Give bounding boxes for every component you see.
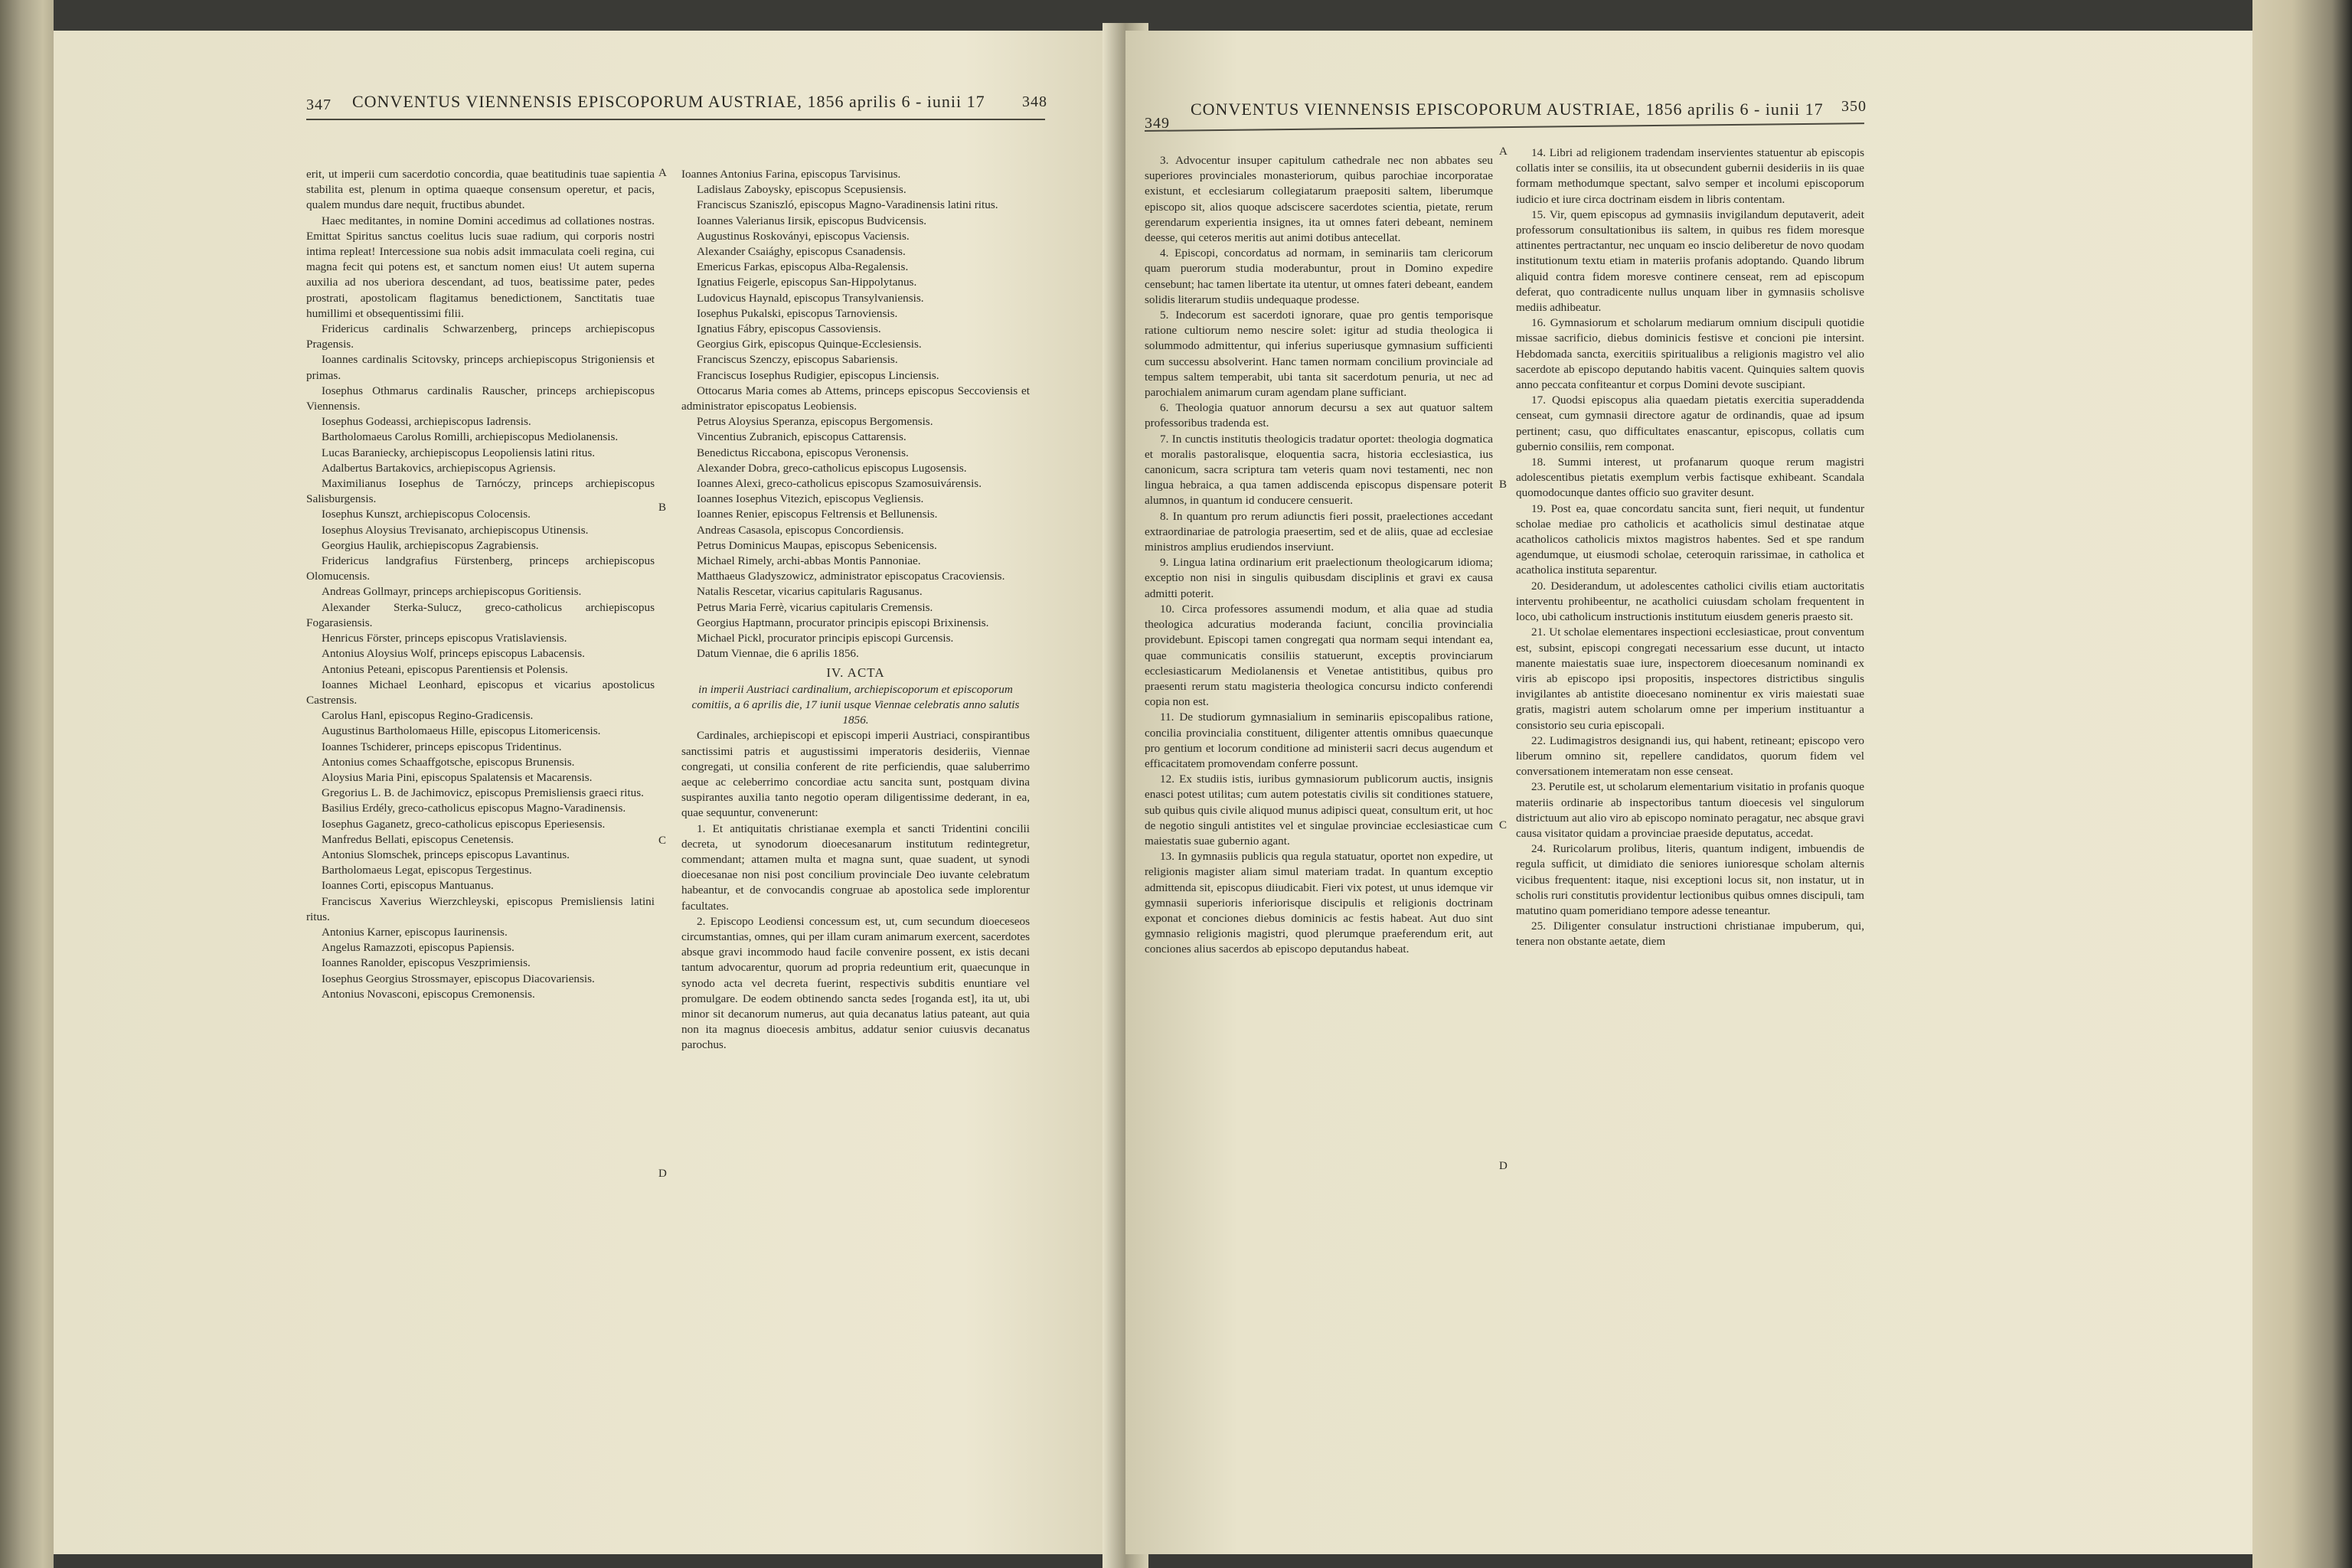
header-rule [1145, 122, 1864, 132]
paragraph: 11. De studiorum gymnasialium in seminariis episcopalibus ratione, concilia provincialia constituent, diligenter attentis omnibus quaecunque pro gentium et locorum conditione ad ministerii sacri decus augendum et efficacitatem promovendam conferre possunt. [1145, 710, 1493, 770]
margin-letter: D [1499, 1160, 1508, 1172]
paragraph: Haec meditantes, in nomine Domini accedimus ad collationes nostras. Emittat Spiritus sanctus coelitus lucis suae radium, qui corporis nostri intima repleat! Intercessione sua nobis adsit immaculata coeli regina, cui magna fecit qui potens est, et sanctum nomen eius! Ut autem superna auxilia ad nos uberiora descendant, ad tuos, beatissime pater, pedes prostrati, apostolicam flagitamus benedictionem, Sanctitatis tuae humillimi et obsequentissimi filii. [306, 214, 655, 320]
paragraph: Henricus Förster, princeps episcopus Vratislaviensis. [322, 632, 567, 645]
right-page-header [1125, 84, 2252, 132]
paragraph: Iosephus Kunszt, archiepiscopus Colocensis. [322, 508, 531, 521]
paragraph: Datum Viennae, die 6 aprilis 1856. [697, 647, 859, 661]
paragraph: Franciscus Xaverius Wierzchleyski, episcopus Premisliensis latini ritus. [306, 894, 655, 923]
margin-letter: B [1499, 479, 1508, 491]
paragraph: Ignatius Fábry, episcopus Cassoviensis. [697, 322, 881, 336]
paragraph: Matthaeus Gladyszowicz, administrator episcopatus Cracoviensis. [697, 570, 1005, 583]
paragraph: 24. Ruricolarum prolibus, literis, quantum indigent, imbuendis de regula sufficit, ut dimidiato die seniores iunioresque scholam alternis vicibus frequentent: itaque, nisi exceptioni locus sit, non instatur, ut in scholis ruri constitutis providentur lectionibus quibus omnes discipuli, tam matutino quam pomeridiano tempore adesse teneantur. [1516, 842, 1864, 917]
page-number: 349 [1145, 115, 1170, 132]
paragraph: Antonius Peteani, episcopus Parentiensis et Polensis. [322, 662, 568, 676]
paragraph: Petrus Maria Ferrè, vicarius capitularis Cremensis. [697, 600, 933, 614]
paragraph: Basilius Erdély, greco-catholicus episcopus Magno-Varadinensis. [322, 802, 626, 815]
paragraph: 13. In gymnasiis publicis qua regula statuatur, oportet non expedire, ut religionis magister aliam simul materiam tradat. In quantum exceptio admittenda sit, episcopus diiudicabit. Fieri vix potest, ut unus idemque vir gymnasii superioris inferiorisque discipulis et religionis doctrinam exponat et conciones diebus dominicis ac festis habeat. Aut duo sint gymnasio religionis magistri, quod plerumque praeferendum erit, aut conciones alius sacerdos ab episcopo deputandus habeat. [1145, 850, 1493, 956]
paragraph: Ioannes Valerianus Iirsik, episcopus Budvicensis. [697, 214, 927, 227]
running-title: CONVENTUS VIENNENSIS EPISCOPORUM AUSTRIAE, 1856 aprilis 6 - iunii 17 [352, 92, 985, 111]
paragraph: 8. In quantum pro rerum adiunctis fieri possit, praelectiones accedant extraordinariae de patrologia praesertim, sed et de aliis, quae ad ecclesiae ministros amplius erudiendos inserviunt. [1145, 509, 1493, 554]
paragraph: Ioannes cardinalis Scitovsky, princeps archiepiscopus Strigoniensis et primas. [306, 353, 655, 382]
book-edge-right [2252, 0, 2352, 1568]
paragraph: 15. Vir, quem episcopus ad gymnasiis invigilandum deputaverit, adeit professorum consultationibus iis saltem, in quibus res fidem moresque attinentes pertractantur, nec unquam eo inscio deliberetur de novo quodam institutionum textu etiam in materiis profanis adoptando. Quando librum aliquid contra fidem moresve continere censeat, rem ad episcopum deferat, quo contradicente nullus unquam liber in gymnasiis scholisve mediis adhibeatur. [1516, 207, 1864, 315]
paragraph: 21. Ut scholae elementares inspectioni ecclesiasticae, prout conventum est, subsint, episcopi congregati necessarium esse ducunt, ut intacto manente maiestatis suae iure, inspectorem dioecesanum nominandi ex viris ab episcopo ipsi propositis, inspectores districtibus singulis invigilantes ab antistite dioecesano nominentur ex viris maiestati suae gratis, magistri autem scholarum omne per imperium instituantur a consistorio seu curia episcopali. [1516, 626, 1864, 732]
paragraph: Natalis Rescetar, vicarius capitularis Ragusanus. [697, 585, 923, 599]
left-page [54, 31, 1125, 1554]
section-heading: IV. ACTA [826, 665, 885, 680]
paragraph: Ioannes Iosephus Vitezich, episcopus Vegliensis. [697, 492, 924, 506]
paragraph: 5. Indecorum est sacerdoti ignorare, quae pro gentis temporisque ratione cultiorum nemo nescire solet: igitur ad studia theologica ii solummodo admittentur, qui inferius superiusque gymnasium sufficienti cum successu absolverint. Hanc tamen normam concilium provinciale ad tempus saltem temperabit, ubi tanta sit sacerdotum penuria, ut nec ad parochialem animarum curam agendam plane sufficiant. [1145, 309, 1493, 400]
paragraph: Manfredus Bellati, episcopus Cenetensis. [322, 832, 514, 846]
paragraph: Andreas Casasola, episcopus Concordiensis. [697, 523, 904, 537]
margin-letter: D [658, 1168, 667, 1180]
paragraph: Augustinus Bartholomaeus Hille, episcopus Litomericensis. [322, 724, 601, 738]
paragraph: Georgius Girk, episcopus Quinque-Ecclesiensis. [697, 338, 922, 351]
paragraph: Petrus Aloysius Speranza, episcopus Bergomensis. [697, 415, 933, 429]
paragraph: erit, ut imperii cum sacerdotio concordia, quae beatitudinis tuae sapientia stabilita est, plenum in optima quaeque consensum operetur, et pacis, qualem mundus dare nequit, fructibus abundet. [306, 168, 655, 212]
page-number: 347 [306, 96, 332, 113]
paragraph: 1. Et antiquitatis christianae exempla et sancti Tridentini concilii decreta, ut synodorum dioecesanarum institutum redintegretur, commendant; attamen multa et magna sunt, quae suadent, ut synodi dioecesanae non nisi post concilium provinciale Deo iuvante celebratum habeantur, et de convocandis congruae ab apostolica sede implorentur facultates. [681, 822, 1030, 913]
paragraph: Iosephus Pukalski, episcopus Tarnoviensis. [697, 306, 898, 320]
paragraph: Benedictus Riccabona, episcopus Veronensis. [697, 446, 909, 459]
left-page-header [54, 84, 1125, 122]
paragraph: Bartholomaeus Carolus Romilli, archiepiscopus Mediolanensis. [322, 430, 619, 444]
paragraph: Ludovicus Haynald, episcopus Transylvaniensis. [697, 291, 924, 305]
margin-letter: A [658, 167, 667, 179]
paragraph: Carolus Hanl, episcopus Regino-Gradicensis. [322, 709, 534, 723]
paragraph: Ioannes Renier, episcopus Feltrensis et Bellunensis. [697, 508, 938, 521]
book-edge-left [0, 0, 54, 1568]
paragraph: Franciscus Szaniszló, episcopus Magno-Varadinensis latini ritus. [697, 198, 998, 212]
paragraph: 2. Episcopo Leodiensi concessum est, ut, cum secundum dioeceseos circumstantias, omnes, qui per illam curam animarum exercent, sacerdotes absque gravi incommodo haud facile convenire possent, ex istis decani tantum advocarentur, quorum ad propria redeuntium erit, quaecunque in synodo acta vel decreta fuerint, respectivis subditis enuntiare vel promulgare. De eodem obtinendo sancta sedes [roganda est], ita ut, ubi minor sit decanorum numerus, aut quia decanatus latius pateant, aut quia non ita magnus dioecesis ambitus, addatur senior cuiusvis decanatus parochus. [681, 914, 1030, 1052]
acta-text [681, 728, 1030, 1053]
paragraph: Vincentius Zubranich, episcopus Cattarensis. [697, 430, 906, 444]
paragraph: Fridericus landgrafius Fürstenberg, princeps archiepiscopus Olomucensis. [306, 554, 655, 583]
paragraph: Michael Rimely, archi-abbas Montis Pannoniae. [697, 554, 921, 568]
paragraph: 14. Libri ad religionem tradendam inservientes statuentur ab episcopis collatis inter se consiliis, ita ut obsecundent gubernii desideriis in iis quae formam methodumque spectant, salvo semper et incolumi episcoporum iudicio et iure circa doctrinam eisdem in libris contentam. [1516, 146, 1864, 206]
paragraph: 6. Theologia quatuor annorum decursu a sex aut quatuor saltem professoribus tradenda est. [1145, 401, 1493, 430]
paragraph: 22. Ludimagistros designandi ius, qui habent, retineant; episcopo vero liberum omnino sit, repellere candidatos, quorum fidem vel conversationem intemeratam non esse censeat. [1516, 733, 1864, 779]
paragraph: Ioannes Alexi, greco-catholicus episcopus Szamosuivárensis. [697, 477, 982, 491]
paragraph: Iosephus Aloysius Trevisanato, archiepiscopus Utinensis. [322, 523, 589, 537]
text-column-right [681, 167, 1030, 1054]
paragraph: Ioannes Corti, episcopus Mantuanus. [322, 879, 494, 893]
margin-letter: A [1499, 145, 1508, 158]
paragraph: 9. Lingua latina ordinarium erit praelectionum theologicarum idioma; exceptio non nisi in singulis quibusdam disciplinis et gravi ex causa admitti poterit. [1145, 556, 1493, 600]
paragraph: 4. Episcopi, concordatus ad normam, in seminariis tam clericorum quam puerorum studia moderabuntur, prout in Domino expedire censebunt; hac tamen libertate ita utentur, ut omnes fateri debeant, eandem solidis literarum studiis undequaque prodesse. [1145, 247, 1493, 306]
paragraph: Michael Pickl, procurator principis episcopi Gurcensis. [697, 632, 954, 645]
paragraph: 3. Advocentur insuper capitulum cathedrale nec non abbates seu superiores provinciales monasteriorum, quibus parochiae incorporatae existunt, et ecclesiarum collegiatarum praepositi saltem, liberumque episcopo sit, alios quoque adsciscere sacerdotes scientia, pietate, rerum gerendarum experientia insignes, ita ut omnes fateri debeant, neminem deesse, qui ceteros meritis aut animi dotibus antecellat. [1145, 154, 1493, 245]
paragraph: Franciscus Iosephus Rudigier, episcopus Linciensis. [697, 368, 939, 382]
signatories-continued [681, 167, 1030, 662]
paragraph: Fridericus cardinalis Schwarzenberg, princeps archiepiscopus Pragensis. [306, 322, 655, 351]
paragraph: 10. Circa professores assumendi modum, et alia quae ad studia theologica adcuratius moderanda faciunt, concilia provincialia providebunt. Episcopi tamen congregati qua normam sequi intendant ea, quae communicatis consiliis statuerunt, exceptis provinciarum ecclesiasticarum Mediolanensis et Venetae antistitibus, quibus pro praesenti rerum statu magisteria theologica concursu indicto conferendi copia non est. [1145, 602, 1493, 709]
paragraph: Alexander Sterka-Sulucz, greco-catholicus archiepiscopus Fogarasiensis. [306, 600, 655, 629]
paragraph: Antonius Karner, episcopus Iaurinensis. [322, 925, 508, 939]
paragraph: Antonius Novasconi, episcopus Cremonensis. [322, 987, 535, 1001]
paragraph: Alexander Dobra, greco-catholicus episcopus Lugosensis. [697, 461, 967, 475]
paragraph: Iosephus Godeassi, archiepiscopus Iadrensis. [322, 415, 531, 429]
paragraph: Alexander Csaiághy, episcopus Csanadensis. [697, 245, 906, 259]
paragraph: Bartholomaeus Legat, episcopus Tergestinus. [322, 864, 532, 877]
margin-letter: C [1499, 819, 1508, 831]
paragraph: 7. In cunctis institutis theologicis tradatur oportet: theologia dogmatica et moralis pastoralisque, eloquentia sacra, historia ecclesiastica, ius canonicum, sacra scriptura tam veteris quam novi testamenti, nec non lingua hebraica, a qua tamen addiscenda episcopus dispensare poterit alumnos, in quantum id conducere censuerit. [1145, 432, 1493, 508]
paragraph: Angelus Ramazzoti, episcopus Papiensis. [322, 941, 514, 955]
paragraph: Augustinus Roskoványi, episcopus Vaciensis. [697, 229, 910, 243]
paragraph: Iosephus Othmarus cardinalis Rauscher, princeps archiepiscopus Viennensis. [306, 384, 655, 413]
paragraph: Iosephus Gaganetz, greco-catholicus episcopus Eperiesensis. [322, 817, 606, 831]
right-page [1125, 31, 2252, 1554]
paragraph: Ioannes Michael Leonhard, episcopus et vicarius apostolicus Castrensis. [306, 678, 655, 707]
running-title: CONVENTUS VIENNENSIS EPISCOPORUM AUSTRIAE, 1856 aprilis 6 - iunii 17 [1191, 100, 1824, 119]
paragraph: Antonius Slomschek, princeps episcopus Lavantinus. [322, 848, 570, 861]
paragraph: Emericus Farkas, episcopus Alba-Regalensis. [697, 260, 909, 274]
paragraph: Antonius comes Schaaffgotsche, episcopus Brunensis. [322, 755, 575, 769]
paragraph: Maximilianus Iosephus de Tarnóczy, princeps archiepiscopus Salisburgensis. [306, 477, 655, 506]
text-column-left [306, 167, 655, 1002]
paragraph: Georgius Haptmann, procurator principis episcopi Brixinensis. [697, 616, 989, 629]
paragraph: Ladislaus Zaboysky, episcopus Scepusiensis. [697, 183, 906, 197]
paragraph: Iosephus Georgius Strossmayer, episcopus Diacovariensis. [322, 972, 595, 985]
paragraph: Ioannes Ranolder, episcopus Veszprimiensis. [322, 956, 531, 970]
margin-letter: C [658, 835, 667, 847]
paragraph: Lucas Baraniecky, archiepiscopus Leopoliensis latini ritus. [322, 446, 596, 459]
paragraph: Aloysius Maria Pini, episcopus Spalatensis et Macarensis. [322, 770, 593, 784]
paragraph: Cardinales, archiepiscopi et episcopi imperii Austriaci, conspirantibus sanctissimi patris et augustissimi imperatoris desideriis, Viennae congregati, ut consilia conferent de rite perficiendis, quae saluberrimo aeque ac celeberrimo concordiae actu sancita sunt, postquam divina suspirantes auxilia tanto negotio operam diligentissime dederant, in ea, quae sequuntur, convenerunt: [681, 729, 1030, 820]
section-subtitle: in imperii Austriaci cardinalium, archiepiscoporum et episcoporum comitiis, a 6 aprilis die, 17 iunii usque Viennae celebratis anno salutis 1856. [691, 682, 1020, 727]
header-rule [306, 119, 1045, 120]
paragraph: Ignatius Feigerle, episcopus San-Hippolytanus. [697, 276, 917, 289]
paragraph: 25. Diligenter consulatur instructioni christianae impuberum, qui, tenera non obstante aetate, diem [1516, 920, 1864, 949]
paragraph: Petrus Dominicus Maupas, episcopus Sebenicensis. [697, 538, 937, 552]
page-number: 348 [1022, 93, 1047, 110]
paragraph: Ioannes Antonius Farina, episcopus Tarvisinus. [681, 168, 901, 181]
paragraph: 20. Desiderandum, ut adolescentes catholici civilis etiam auctoritatis interventu prohibeentur, ne acatholici cuiusdam scholam frequentent in loco, ubi catholicum instructionis institutum eiusdem generis praesto sit. [1516, 579, 1864, 624]
page-number: 350 [1841, 98, 1867, 115]
paragraph: Antonius Aloysius Wolf, princeps episcopus Labacensis. [322, 647, 585, 661]
margin-letter: B [658, 501, 667, 514]
paragraph: 16. Gymnasiorum et scholarum mediarum omnium discipuli quotidie missae sacrificio, diebus dominicis festisve et concioni pie intersint. Hebdomada sancta, exercitiis spiritualibus a religionis magistro vel alio sacerdote ab episcopo deputando habitis vacent. Quinquies saltem quovis anno peccata confiteantur et corpus Domini devote suscipiant. [1516, 316, 1864, 392]
paragraph: 17. Quodsi episcopus alia quaedam pietatis exercitia superaddenda censeat, cum gymnasii directore agatur de ordinandis, quae ad ipsum pertinent; casu, quo difficultates enascantur, episcopus, collatis cum gubernio consiliis, rem componat. [1516, 394, 1864, 453]
paragraph: Gregorius L. B. de Jachimovicz, episcopus Premisliensis graeci ritus. [322, 786, 644, 800]
paragraph: Franciscus Szenczy, episcopus Sabariensis. [697, 353, 898, 367]
paragraph: 12. Ex studiis istis, iuribus gymnasiorum publicorum auctis, insignis enasci potest utilitas; cum autem potestatis civilis sit conditiones statuere, sub quibus quis civile aliquod munus adipisci queat, consultum erit, ut hoc de negotio singuli antistites vel et singulae provinciae ecclesiasticae cum maiestatis suae gubernio agant. [1145, 773, 1493, 848]
paragraph: 19. Post ea, quae concordatu sancita sunt, fieri nequit, ut fundentur scholae mediae pro catholicis et acatholicis simul destinatae atque acatholicos catholicis mixtos magistros habentes. Sed et spe randum agendumque, ut eiusmodi scholae, ceteroquin rarissimae, in catholica et acatholica instituta separentur. [1516, 501, 1864, 577]
paragraph: 18. Summi interest, ut profanarum quoque rerum magistri adolescentibus pietatis exemplum verbis factisque exhibeant. Scandala quomodocunque dantes officio suo graviter desunt. [1516, 456, 1864, 500]
paragraph: Adalbertus Bartakovics, archiepiscopus Agriensis. [322, 461, 556, 475]
paragraph: Georgius Haulik, archiepiscopus Zagrabiensis. [322, 538, 539, 552]
text-column-right [1516, 145, 1864, 950]
paragraph: Ottocarus Maria comes ab Attems, princeps episcopus Seccoviensis et administrator episcopatus Leobiensis. [681, 384, 1030, 413]
text-column-left [1145, 153, 1493, 958]
paragraph: 23. Perutile est, ut scholarum elementarium visitatio in profanis quoque materiis ordinarie ab inspectoribus tantum dioecesis vel singulorum districtuum aut alio viro ab episcopo nominato peragatur, nec absque gravi causa visitator quidam a provinciae praeside deputatus, accedat. [1516, 780, 1864, 840]
paragraph: Andreas Gollmayr, princeps archiepiscopus Goritiensis. [322, 585, 582, 599]
paragraph: Ioannes Tschiderer, princeps episcopus Tridentinus. [322, 740, 562, 753]
